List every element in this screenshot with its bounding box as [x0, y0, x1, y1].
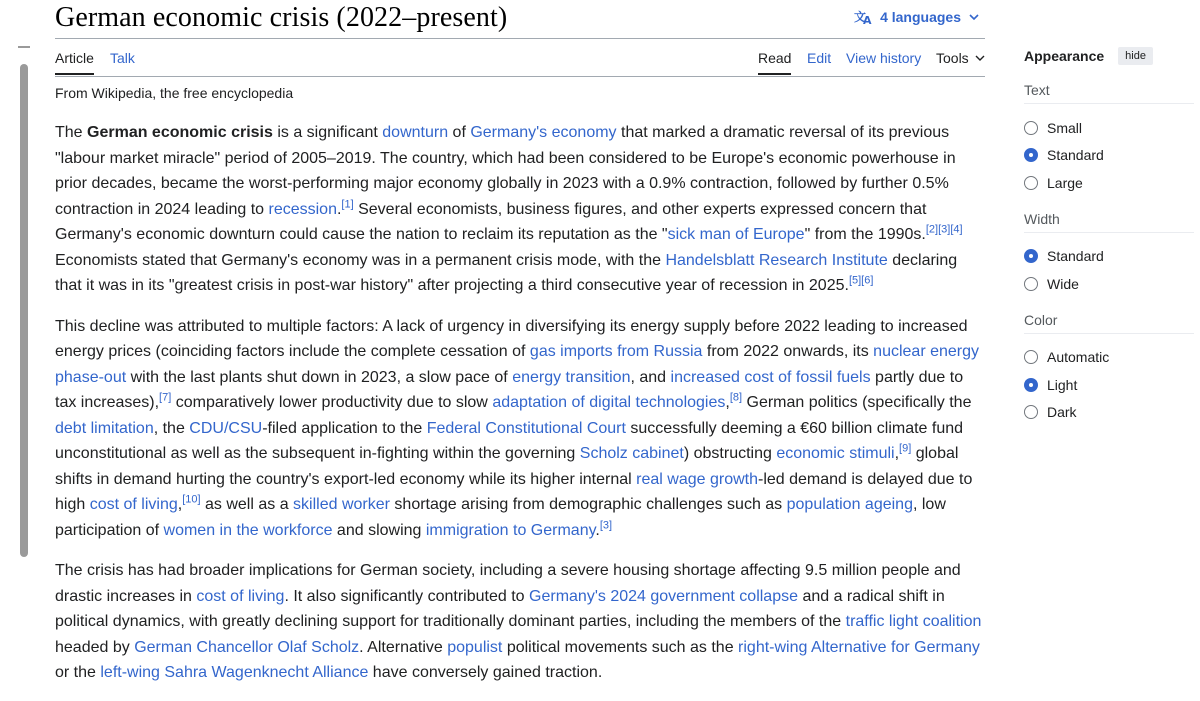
citation-link[interactable]: [3] [938, 223, 951, 236]
hide-button[interactable]: hide [1118, 47, 1153, 65]
article-link[interactable]: Handelsblatt Research Institute [665, 251, 888, 269]
language-count: 4 languages [880, 9, 961, 25]
citation-link[interactable]: [10] [182, 493, 201, 506]
appearance-section-text [1024, 82, 1194, 197]
article-link[interactable]: recession [268, 200, 337, 218]
article-link[interactable]: cost of living [89, 496, 178, 513]
language-button[interactable] [854, 9, 985, 25]
article-text: successfully deeming a €60 billion climate fund unconstitutional as well as the subsequent in-fighting within the governing [55, 419, 964, 462]
article-paragraph [55, 314, 987, 544]
citation-link[interactable]: [8] [729, 391, 743, 404]
article-text: Economists stated that Germany's economy was in a permanent crisis mode, with the [55, 251, 666, 269]
radio-label: Dark [1047, 404, 1077, 421]
article-link[interactable]: downturn [382, 124, 449, 141]
article-text: ) obstructing [683, 445, 777, 462]
article-text: . It also significantly contributed to [284, 587, 530, 605]
translate-icon [854, 9, 874, 25]
article-text: -filed application to the [262, 419, 427, 437]
article-text: , [725, 394, 730, 411]
article-link[interactable]: right-wing Alternative for Germany [738, 638, 980, 656]
article-link[interactable]: CDU/CSU [189, 419, 263, 437]
article-text: The crisis has had broader implications for German society, including a severe housing shortage affecting 9.5 million people and drastic increases in [55, 562, 961, 605]
radio-unchecked-icon[interactable] [1024, 176, 1038, 190]
radio-option-color-light[interactable] [1024, 371, 1194, 399]
article-text: comparatively lower productivity due to slow [171, 394, 493, 411]
appearance-panel [1024, 44, 1194, 426]
article-link[interactable]: cost of living [196, 587, 285, 605]
appearance-section-width [1024, 211, 1194, 298]
article-text: . [595, 521, 600, 539]
radio-option-text-large[interactable] [1024, 169, 1194, 197]
article-link[interactable]: adaptation of digital technologies [492, 394, 726, 411]
article-text: The [55, 124, 88, 141]
page-header [55, 0, 985, 39]
article-link[interactable]: skilled worker [293, 496, 390, 513]
scroll-indicator-top [18, 46, 30, 48]
radio-option-width-standard[interactable] [1024, 243, 1194, 271]
citation-link[interactable]: [4] [950, 223, 963, 236]
scrollbar-thumb[interactable] [20, 64, 28, 557]
article-text: -led demand is delayed due to high [55, 470, 973, 513]
article-text: , [177, 496, 183, 513]
radio-label: Standard [1047, 147, 1104, 164]
article-link[interactable]: energy transition [512, 368, 631, 386]
article-link[interactable]: increased cost of fossil fuels [670, 368, 871, 386]
radio-checked-icon[interactable] [1024, 148, 1038, 162]
site-tagline: From Wikipedia, the free encyclopedia [55, 85, 294, 101]
article-link[interactable]: populist [447, 638, 503, 656]
article-link[interactable]: German Chancellor Olaf Scholz [134, 638, 360, 656]
radio-unchecked-icon[interactable] [1024, 350, 1038, 364]
svg-text:文: 文 [854, 10, 867, 24]
article-body [55, 120, 987, 701]
article-text: global shifts in demand hurting the country's export-led economy while its higher internal [55, 445, 959, 488]
page-tabs [55, 44, 985, 77]
citation-link[interactable]: [9] [899, 442, 912, 455]
article-text: declaring that it was in its "greatest crisis in post-war history" after projecting a third consecutive year of recession in 2025. [55, 251, 958, 294]
radio-option-color-automatic[interactable] [1024, 344, 1194, 372]
article-paragraph [55, 558, 987, 686]
article-text: have conversely gained traction. [368, 664, 603, 681]
article-text: headed by [55, 638, 135, 656]
article-link[interactable]: Germany's 2024 government collapse [529, 587, 798, 605]
article-text: as well as a [200, 496, 294, 513]
radio-label: Small [1047, 119, 1083, 136]
tab-talk[interactable]: Talk [110, 50, 135, 66]
citation-link[interactable]: [3] [599, 519, 613, 532]
citation-link[interactable]: [1] [341, 198, 354, 211]
article-link[interactable]: population ageing [786, 496, 913, 513]
article-text: that marked a dramatic reversal of its previous "labour market miracle" period of 2005–2019. The country, which had been considered to be Europe's economic powerhouse in prior decades, became the worst-performing major economy globally in 2023 with a 0.9% contraction, followed by further 0.5% contraction in 2024 leading to [55, 124, 956, 218]
article-link[interactable]: nuclear energy phase-out [55, 343, 980, 386]
citation-link[interactable]: [5] [848, 274, 862, 287]
tools-label: Tools [936, 50, 969, 66]
article-text: shortage arising from demographic challenges such as [389, 496, 787, 513]
appearance-section-label: Text [1024, 82, 1194, 104]
radio-option-width-wide[interactable] [1024, 270, 1194, 298]
article-paragraph [55, 120, 987, 299]
radio-option-text-standard[interactable] [1024, 142, 1194, 170]
svg-text:A: A [863, 14, 872, 25]
article-text: of [448, 124, 471, 141]
article-text: partly due to tax increases), [55, 368, 964, 411]
article-text: or the [55, 664, 101, 681]
article-text: , low participation of [55, 496, 946, 539]
appearance-section-color [1024, 312, 1194, 427]
page-title: German economic crisis (2022–present) [55, 2, 508, 33]
tab-article[interactable]: Article [55, 50, 94, 75]
radio-unchecked-icon[interactable] [1024, 121, 1038, 135]
radio-checked-icon[interactable] [1024, 378, 1038, 392]
radio-label: Light [1047, 376, 1078, 393]
article-link[interactable]: traffic light coalition [845, 613, 982, 630]
article-text: and a radical shift in political dynamics, with greatly declining support for traditionally dominant parties, including the members of the [55, 587, 945, 630]
article-link[interactable]: Scholz cabinet [579, 445, 684, 462]
article-text: , and [630, 368, 671, 386]
article-text: . Alternative [359, 638, 448, 656]
article-text: with the last plants shut down in 2023, a slow pace of [126, 368, 513, 386]
chevron-down-icon [975, 54, 985, 62]
article-text: . [336, 200, 342, 218]
article-link[interactable]: economic stimuli [776, 445, 895, 462]
radio-unchecked-icon[interactable] [1024, 277, 1038, 291]
radio-label: Large [1047, 174, 1083, 191]
article-text: This decline was attributed to multiple factors: A lack of urgency in diversifying its energy supply before 2022 leading to increased energy prices (coinciding factors include the complete cessation of [55, 317, 968, 360]
article-text: and slowing [332, 521, 426, 539]
chevron-down-icon [969, 13, 979, 21]
article-text: , the [153, 419, 190, 437]
tab-read[interactable]: Read [758, 50, 791, 75]
article-link[interactable]: real wage growth [636, 470, 758, 488]
article-text: , [894, 445, 900, 462]
article-link[interactable]: women in the workforce [163, 521, 333, 539]
appearance-section-label: Width [1024, 211, 1194, 233]
appearance-section-label: Color [1024, 312, 1194, 334]
article-text: German politics (specifically the [742, 394, 972, 411]
article-link[interactable]: Germany's economy [470, 124, 617, 141]
article-link[interactable]: sick man of Europe [667, 226, 805, 243]
radio-option-color-dark[interactable] [1024, 399, 1194, 427]
article-text: is a significant [272, 124, 383, 141]
citation-link[interactable]: [6] [861, 274, 874, 287]
tab-edit[interactable]: Edit [807, 50, 832, 66]
radio-label: Automatic [1047, 349, 1110, 366]
tools-menu[interactable] [936, 50, 985, 73]
article-text: political movements such as the [502, 638, 739, 656]
article-text: from 2022 onwards, its [702, 343, 874, 360]
article-text: " from the 1990s. [804, 226, 926, 243]
article-link[interactable]: immigration to Germany [425, 521, 596, 539]
radio-label: Wide [1047, 275, 1079, 292]
article-link[interactable]: left-wing Sahra Wagenknecht Alliance [100, 664, 369, 681]
appearance-title: Appearance [1024, 48, 1105, 64]
article-subject-bold: German economic crisis [87, 124, 273, 141]
citation-link[interactable]: [2] [925, 223, 939, 236]
tab-view-history[interactable]: View history [846, 50, 922, 66]
radio-label: Standard [1047, 248, 1104, 265]
citation-link[interactable]: [7] [159, 391, 172, 404]
radio-checked-icon[interactable] [1024, 249, 1038, 263]
article-link[interactable]: debt limitation [55, 419, 154, 437]
article-link[interactable]: gas imports from Russia [529, 343, 703, 360]
radio-unchecked-icon[interactable] [1024, 405, 1038, 419]
radio-option-text-small[interactable] [1024, 114, 1194, 142]
article-link[interactable]: Federal Constitutional Court [426, 419, 626, 437]
article-text: Several economists, business figures, and other experts expressed concern that Germany's economic downturn could cause the nation to reclaim its reputation as the " [55, 200, 927, 243]
